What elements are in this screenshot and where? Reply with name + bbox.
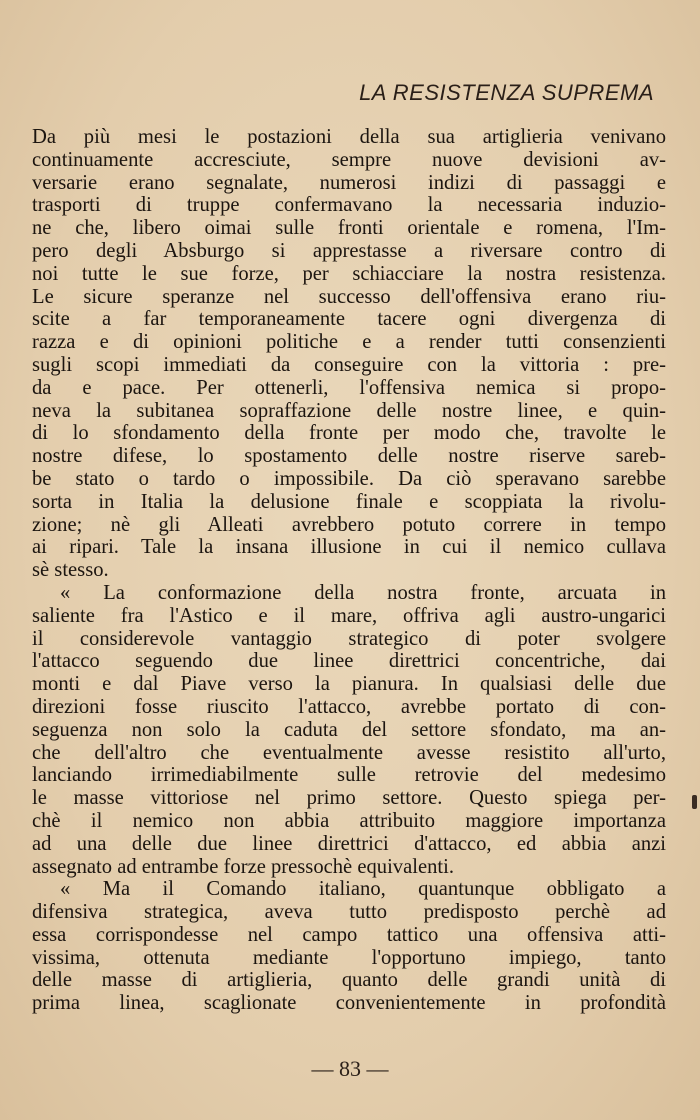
body-text: [32, 126, 666, 1015]
paragraph: [32, 878, 666, 1015]
text-line: continuamente accresciute, sempre nuove devisioni av-: [32, 148, 666, 171]
text-line: saliente fra l'Astico e il mare, offriva agli austro-ungarici: [32, 604, 666, 627]
text-line: sè stesso.: [32, 559, 109, 582]
text-line: sorta in Italia la delusione finale e scoppiata la rivolu-: [32, 490, 666, 513]
text-line: Da più mesi le postazioni della sua artiglieria venivano: [32, 126, 666, 148]
text-line: l'attacco seguendo due linee direttrici concentriche, dai: [32, 650, 666, 673]
text-line: chè il nemico non abbia attribuito maggiore importanza: [32, 809, 666, 832]
text-line: neva la subitanea sopraffazione delle nostre linee, e quin-: [32, 399, 666, 422]
text-line: assegnato ad entrambe forze pressochè equivalenti.: [32, 855, 454, 878]
text-line: monti e dal Piave verso la pianura. In qualsiasi delle due: [32, 673, 666, 696]
text-line: noi tutte le sue forze, per schiacciare la nostra resistenza.: [32, 262, 666, 285]
text-line: « La conformazione della nostra fronte, arcuata in: [60, 581, 666, 604]
text-line: seguenza non solo la caduta del settore sfondato, ma an-: [32, 718, 666, 741]
text-line: di lo sfondamento della fronte per modo che, travolte le: [32, 422, 666, 445]
text-line: nostre difese, lo spostamento delle nostre riserve sareb-: [32, 445, 666, 468]
text-line: ne che, libero oimai sulle fronti orientale e romena, l'Im-: [32, 217, 666, 240]
text-line: prima linea, scaglionate convenientemente in profondità: [32, 992, 666, 1015]
text-line: essa corrispondesse nel campo tattico una offensiva atti-: [32, 923, 666, 946]
running-header: LA RESISTENZA SUPREMA: [359, 80, 654, 105]
page-number: — 83 —: [311, 1056, 389, 1081]
text-line: razza e di opinioni politiche e a render tutti consenzienti: [32, 331, 666, 354]
text-line: ad una delle due linee direttrici d'attacco, ed abbia anzi: [32, 832, 666, 855]
text-line: zione; nè gli Alleati avrebbero potuto correre in tempo: [32, 513, 666, 536]
paragraph: [32, 582, 666, 878]
text-line: trasporti di truppe confermavano la necessaria induzio-: [32, 194, 666, 217]
paragraph: [32, 126, 666, 582]
text-line: vissima, ottenuta mediante l'opportuno impiego, tanto: [32, 946, 666, 969]
text-line: pero degli Absburgo si apprestasse a riversare contro di: [32, 239, 666, 262]
text-line: Le sicure speranze nel successo dell'offensiva erano riu-: [32, 285, 666, 308]
page-edge-mark: [692, 795, 697, 809]
text-line: versarie erano segnalate, numerosi indizi di passaggi e: [32, 171, 666, 194]
text-line: « Ma il Comando italiano, quantunque obbligato a: [60, 878, 666, 901]
text-line: lanciando irrimediabilmente sulle retrovie del medesimo: [32, 764, 666, 787]
text-line: le masse vittoriose nel primo settore. Questo spiega per-: [32, 787, 666, 810]
text-line: da e pace. Per ottenerli, l'offensiva nemica si propo-: [32, 376, 666, 399]
text-line: direzioni fosse riuscito l'attacco, avrebbe portato di con-: [32, 695, 666, 718]
text-line: ai ripari. Tale la insana illusione in cui il nemico cullava: [32, 536, 666, 559]
text-line: delle masse di artiglieria, quanto delle grandi unità di: [32, 969, 666, 992]
text-line: che dell'altro che eventualmente avesse resistito all'urto,: [32, 741, 666, 764]
text-line: il considerevole vantaggio strategico di poter svolgere: [32, 627, 666, 650]
text-line: scite a far temporaneamente tacere ogni divergenza di: [32, 308, 666, 331]
text-line: be stato o tardo o impossibile. Da ciò speravano sarebbe: [32, 467, 666, 490]
text-line: difensiva strategica, aveva tutto predisposto perchè ad: [32, 901, 666, 924]
text-line: sugli scopi immediati da conseguire con la vittoria : pre-: [32, 353, 666, 376]
